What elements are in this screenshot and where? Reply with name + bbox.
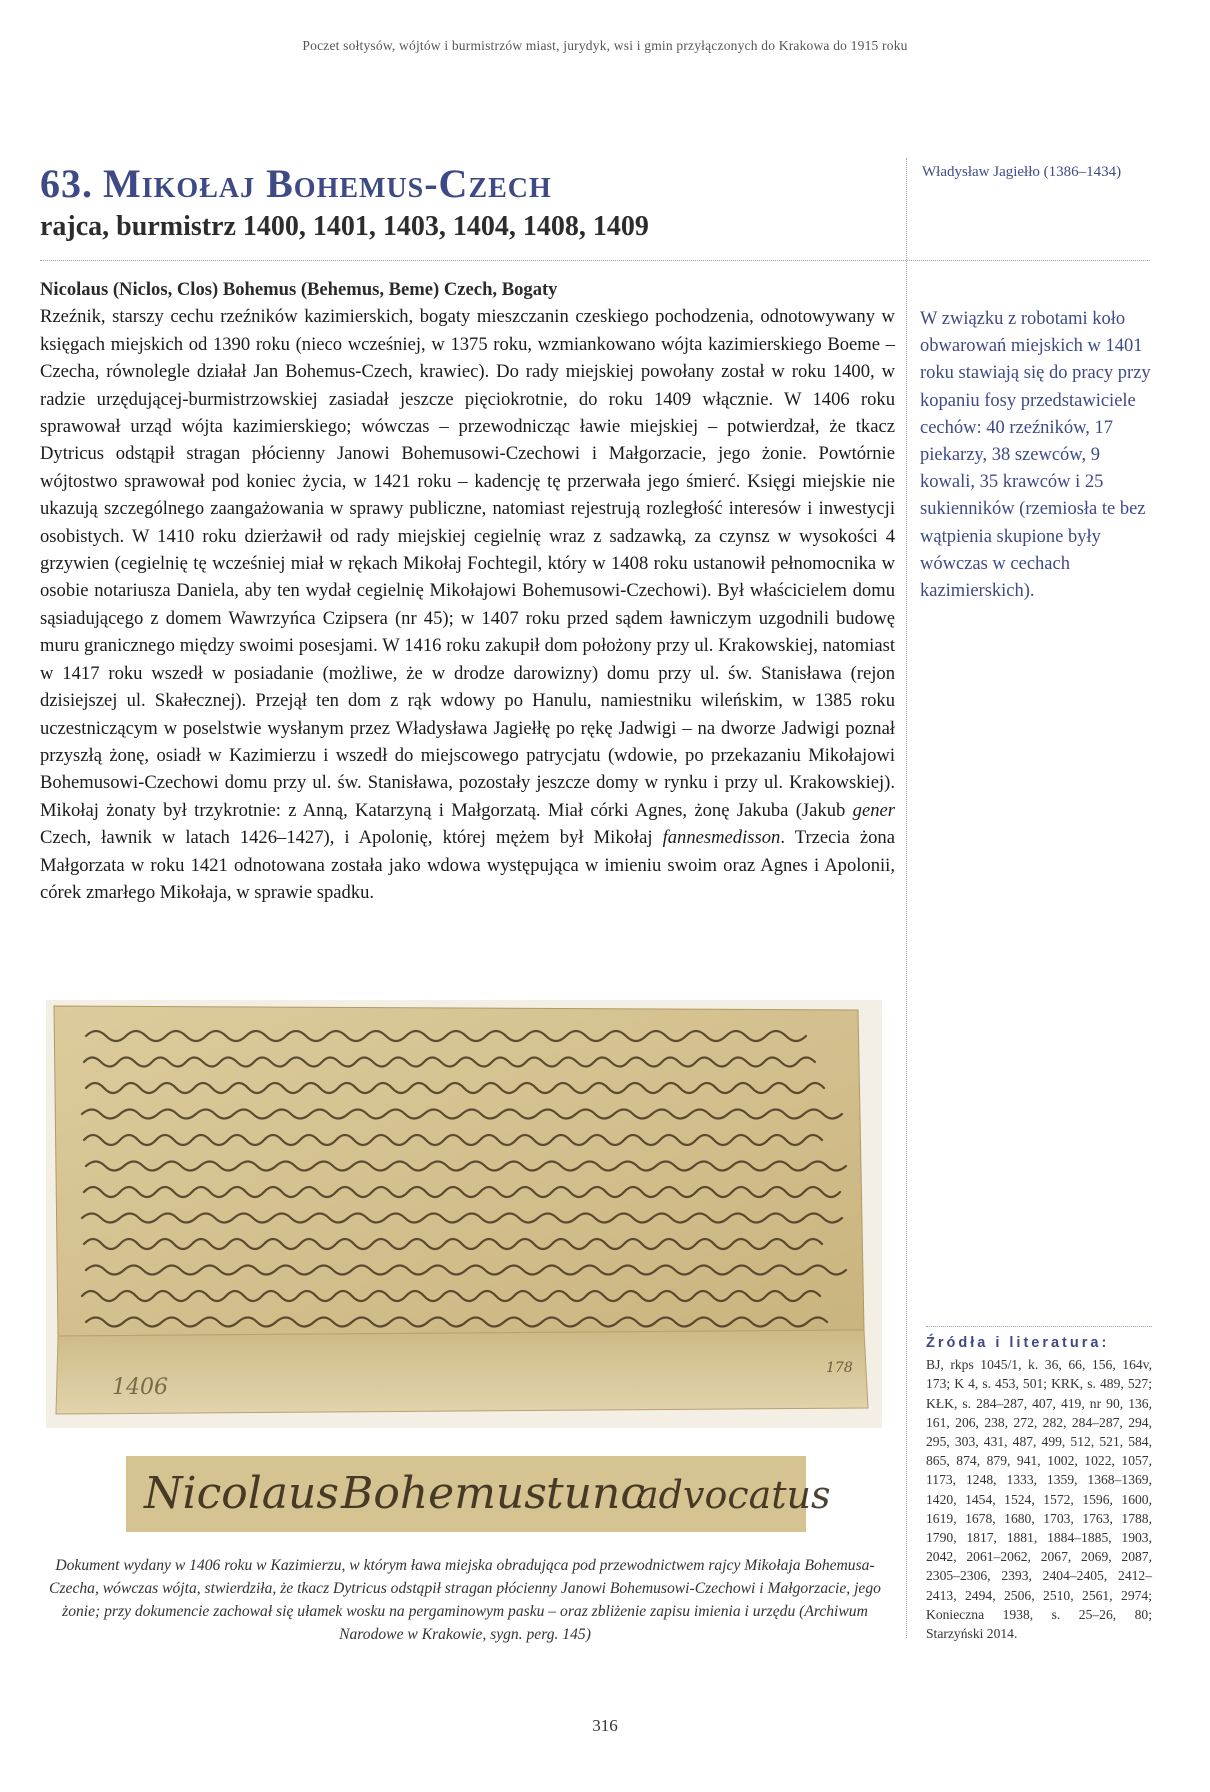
document-corner-note: 178 xyxy=(826,1360,853,1376)
figure-caption: Dokument wydany w 1406 roku w Kazimierzu, w którym ława miejska obradująca pod przewodnictwem rajcy Mikołaja Bohemusa-Czecha, wówczas wójta, stwierdziła, że tkacz Dytricus odstąpił stragan płócienny Janowi Bohemusowi-Czechowi i Małgorzacie, jego żonie; przy dokumencie zachował się ułamek wosku na pergaminowym pasku – oraz zbliżenie zapisu imienia i urzędu (Archiwum Narodowe w Krakowie, sygn. perg. 145) xyxy=(49,1557,881,1643)
monarch-label: Władysław Jagiełło (1386–1434) xyxy=(922,164,1122,180)
side-note: W związku z robotami koło obwarowań miejskich w 1401 roku stawiają się do pracy przy kopaniu fosy przedstawiciele cechów: 40 rzeźników, 17 piekarzy, 38 szewców, 9 kowali, 35 krawców i 25 sukienników (rzemiosła te bez wątpienia skupione były wówczas w cechach kazimierskich). xyxy=(920,309,1151,602)
entry-number: 63. xyxy=(40,161,93,206)
italic-fannesmedisson: fannesmedisson xyxy=(662,827,781,849)
sources-divider xyxy=(926,1326,1152,1327)
manuscript-document-image xyxy=(46,1000,882,1428)
biography-part-1: Rzeźnik, starszy cechu rzeźników kazimierskich, bogaty mieszczanin czeskiego pochodzenia, odnotowywany w księgach miejskich od 1390 roku (nieco wcześniej, w 1375 roku, wzmiankowano wójta kazimierskiego Boeme – Czecha, równolegle działał Jan Bohemus-Czech, krawiec). Do rady miejskiej powołany został w roku 1400, w radzie urzędującej-burmistrzowskiej zasiadał jeszcze pięciokrotnie, do roku 1409 włącznie. W 1406 roku sprawował urząd wójta kazimierskiego; wówczas – przewodnicząc ławie miejskiej – potwierdzał, że tkacz Dytricus odstąpił stragan płócienny Janowi Bohemusowi-Czechowi i Małgorzacie, jego żonie. Powtórnie wójtostwo sprawował pod koniec życia, w 1421 roku – kadencję tę przerwała jego śmierć. Księgi miejskie nie ukazują szczególnego zaangażowania w sprawy publiczne, natomiast rejestrują rozległość interesów i inwestycji osobistych. W 1410 roku dzierżawił od rady miejskiej cegielnię wraz z sadzawką, za czynsz w wysokości 4 grzywien (cegielnię tę wcześniej miał w rękach Mikołaj Fochtegil, który w 1408 roku ustanowił pełnomocnika w osobie notariusza Daniela, aby ten wydał cegielnię Mikołajowi Bohemusowi-Czechowi). Był właścicielem domu sąsiadującego z domem Wawrzyńca Czipsera (nr 45); w 1407 roku przed sądem ławniczym uzgodnili budowę muru granicznego między swoimi posesjami. W 1416 roku zakupił dom położony przy ul. Krakowskiej, natomiast w 1417 roku wszedł w posiadanie (możliwe, że w drodze darowizny) domu przy ul. św. Stanisława (rejon dzisiejszej ul. Skałecznej). Przejął ten dom z rąk wdowy po Hanulu, namiestniku wileńskim, w 1385 roku uczestniczącym w poselstwie wysłanym przez Władysława Jagiełłę po rękę Jadwigi – na dworze Jadwigi poznał przyszłą żonę, osiadł w Kazimierzu i wszedł do miejscowego patrycjatu (wdowie, po przekazaniu Mikołajowi Bohemusowi-Czechowi domu przy ul. św. Stanisława, pozostały jeszcze domy w rynku i przy ul. Krakowskiej). Mikołaj żonaty był trzykrotnie: z Anną, Katarzyną i Małgorzatą. Miał córki Agnes, żonę Jakuba (Jakub xyxy=(40,306,895,821)
strip-word-2: Bohemus xyxy=(341,1468,547,1519)
entry-roles: rajca, burmistrz 1400, 1401, 1403, 1404, 1408, 1409 xyxy=(40,211,649,242)
sources-block xyxy=(926,1334,1152,1643)
entry-title-block xyxy=(40,162,910,244)
name-variants: Nicolaus (Niclos, Clos) Bohemus (Behemus, Beme) Czech, Bogaty xyxy=(40,279,558,300)
entry-name: Mikołaj Bohemus-Czech xyxy=(103,161,552,206)
page-number: 316 xyxy=(592,1716,618,1735)
sources-text: BJ, rkps 1045/1, k. 36, 66, 156, 164v, 173; K 4, s. 453, 501; KRK, s. 489, 527; KŁK, s. 284–287, 407, 419, nr 90, 136, 161, 206, 238, 272, 282, 284–287, 294, 295, 303, 431, 487, 499, 512, 521, 584, 865, 874, 879, 941, 1002, 1022, 1057, 1173, 1248, 1333, 1359, 1368–1369, 1420, 1454, 1524, 1572, 1596, 1600, 1619, 1678, 1680, 1703, 1763, 1788, 1790, 1817, 1881, 1884–1885, 1903, 2042, 2061–2062, 2067, 2069, 2087, 2305–2306, 2393, 2404–2405, 2412–2413, 2494, 2506, 2510, 2561, 2974; Konieczna 1938, s. 25–26, 80; Starzyński 2014. xyxy=(926,1357,1152,1642)
italic-gener: gener xyxy=(852,799,895,821)
strip-word-4: advocatus xyxy=(636,1473,831,1517)
strip-word-3: tunc xyxy=(546,1468,645,1519)
title-divider xyxy=(40,260,1150,261)
strip-word-1: Nicolaus xyxy=(144,1468,339,1519)
biography-part-2: Czech, ławnik w latach 1426–1427), i Apolonię, której mężem był Mikołaj xyxy=(40,827,663,849)
running-header: Poczet sołtysów, wójtów i burmistrzów miast, jurydyk, wsi i gmin przyłączonych do Krakowa do 1915 roku xyxy=(302,38,908,53)
sources-title: Źródła i literatura: xyxy=(926,1335,1110,1351)
biography-text xyxy=(40,276,895,906)
parchment-fold xyxy=(56,1330,868,1414)
manuscript-closeup-strip xyxy=(126,1456,831,1532)
column-divider xyxy=(906,158,907,1638)
entry-title xyxy=(40,162,910,206)
biography-part-3: . Trzecia żona Małgorzata w roku 1421 odnotowana została jako wdowa występująca w imieniu swoim oraz Agnes i Apolonii, córek zmarłego Mikołaja, w sprawie spadku. xyxy=(40,827,895,903)
document-margin-note: 1406 xyxy=(112,1375,168,1400)
